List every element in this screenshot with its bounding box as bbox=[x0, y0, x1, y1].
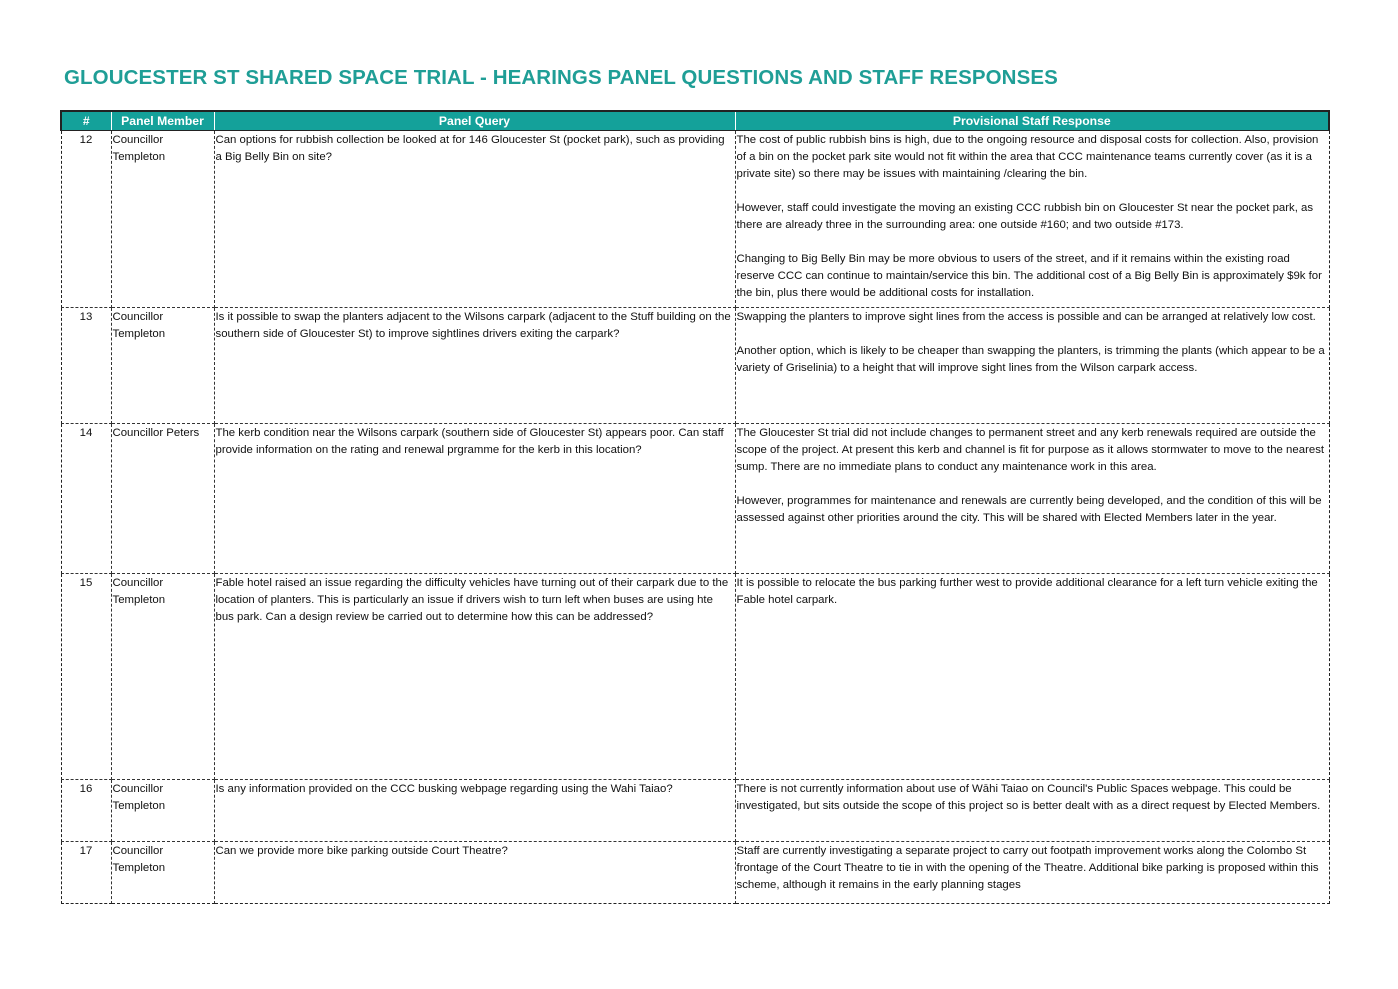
staff-response bbox=[735, 842, 1329, 904]
staff-response bbox=[735, 574, 1329, 780]
staff-response bbox=[735, 308, 1329, 424]
staff-response bbox=[735, 424, 1329, 574]
header-panel-query: Panel Query bbox=[214, 111, 735, 131]
panel-member: Councillor Templeton bbox=[111, 780, 214, 842]
page-title: GLOUCESTER ST SHARED SPACE TRIAL - HEARINGS PANEL QUESTIONS AND STAFF RESPONSES bbox=[64, 66, 1058, 89]
panel-query: The kerb condition near the Wilsons carpark (southern side of Gloucester St) appears poor. Can staff provide information on the rating and renewal prgramme for the kerb in this location? bbox=[214, 424, 735, 574]
questions-table bbox=[60, 110, 1330, 904]
response-paragraph: Staff are currently investigating a separate project to carry out footpath improvement works along the Colombo St frontage of the Court Theatre to tie in with the opening of the Theatre. Additional bike parking is proposed within this scheme, although it remains in the early planning stages bbox=[736, 845, 1319, 891]
response-paragraph: The Gloucester St trial did not include changes to permanent street and any kerb renewals required are outside the scope of the project. At present this kerb and channel is fit for purpose as it allows stormwater to move to the nearest sump. There are no immediate plans to conduct any maintenance work in this area. bbox=[736, 427, 1325, 473]
row-number: 12 bbox=[61, 131, 111, 308]
table-header bbox=[61, 111, 1329, 131]
table-row bbox=[61, 574, 1329, 780]
header-row bbox=[61, 111, 1329, 131]
response-paragraph: There is not currently information about use of Wāhi Taiao on Council's Public Spaces webpage. This could be investigated, but sits outside the scope of this project so is better dealt with as a direct request by Elected Members. bbox=[736, 783, 1321, 812]
table-row bbox=[61, 424, 1329, 574]
panel-member: Councillor Templeton bbox=[111, 842, 214, 904]
table-row bbox=[61, 308, 1329, 424]
panel-member: Councillor Templeton bbox=[111, 308, 214, 424]
row-number: 14 bbox=[61, 424, 111, 574]
panel-query: Can options for rubbish collection be looked at for 146 Gloucester St (pocket park), such as providing a Big Belly Bin on site? bbox=[214, 131, 735, 308]
table-body bbox=[61, 131, 1329, 904]
panel-query: Is any information provided on the CCC busking webpage regarding using the Wahi Taiao? bbox=[214, 780, 735, 842]
header-number: # bbox=[61, 111, 111, 131]
response-paragraph: Swapping the planters to improve sight lines from the access is possible and can be arranged at relatively low cost. bbox=[736, 311, 1316, 323]
row-number: 16 bbox=[61, 780, 111, 842]
panel-member: Councillor Templeton bbox=[111, 131, 214, 308]
row-number: 17 bbox=[61, 842, 111, 904]
response-paragraph: It is possible to relocate the bus parking further west to provide additional clearance for a left turn vehicle exiting the Fable hotel carpark. bbox=[736, 577, 1318, 606]
row-number: 13 bbox=[61, 308, 111, 424]
response-paragraph: Another option, which is likely to be cheaper than swapping the planters, is trimming the plants (which appear to be a variety of Griselinia) to a height that will improve sight lines from the Wilson carpark access. bbox=[736, 345, 1325, 374]
panel-member: Councillor Templeton bbox=[111, 574, 214, 780]
row-number: 15 bbox=[61, 574, 111, 780]
header-panel-member: Panel Member bbox=[111, 111, 214, 131]
staff-response bbox=[735, 780, 1329, 842]
panel-query: Can we provide more bike parking outside Court Theatre? bbox=[214, 842, 735, 904]
response-paragraph: The cost of public rubbish bins is high, due to the ongoing resource and disposal costs for collection. Also, provision of a bin on the pocket park site would not fit within the area that CCC maintenance teams currently cover (as it is a private site) so there may be issues with maintaining /clearing the bin. bbox=[736, 134, 1319, 180]
table-row bbox=[61, 780, 1329, 842]
response-paragraph: However, staff could investigate the moving an existing CCC rubbish bin on Gloucester St near the pocket park, as there are already three in the surrounding area: one outside #160; and two outside #173. bbox=[736, 202, 1314, 231]
panel-query: Fable hotel raised an issue regarding the difficulty vehicles have turning out of their carpark due to the location of planters. This is particularly an issue if drivers wish to turn left when buses are using hte bus park. Can a design review be carried out to determine how this can be addressed? bbox=[214, 574, 735, 780]
table-row bbox=[61, 842, 1329, 904]
panel-query: Is it possible to swap the planters adjacent to the Wilsons carpark (adjacent to the Stuff building on the southern side of Gloucester St) to improve sightlines drivers exiting the carpark? bbox=[214, 308, 735, 424]
header-staff-response: Provisional Staff Response bbox=[735, 111, 1329, 131]
response-paragraph: Changing to Big Belly Bin may be more obvious to users of the street, and if it remains within the existing road reserve CCC can continue to maintain/service this bin. The additional cost of a Big Belly Bin is approximately $9k for the bin, plus there would be additional costs for installation. bbox=[736, 253, 1322, 299]
table-row bbox=[61, 131, 1329, 308]
response-paragraph: However, programmes for maintenance and renewals are currently being developed, and the condition of this will be assessed against other priorities around the city. This will be shared with Elected Members later in the year. bbox=[736, 495, 1322, 524]
staff-response bbox=[735, 131, 1329, 308]
panel-member: Councillor Peters bbox=[111, 424, 214, 574]
